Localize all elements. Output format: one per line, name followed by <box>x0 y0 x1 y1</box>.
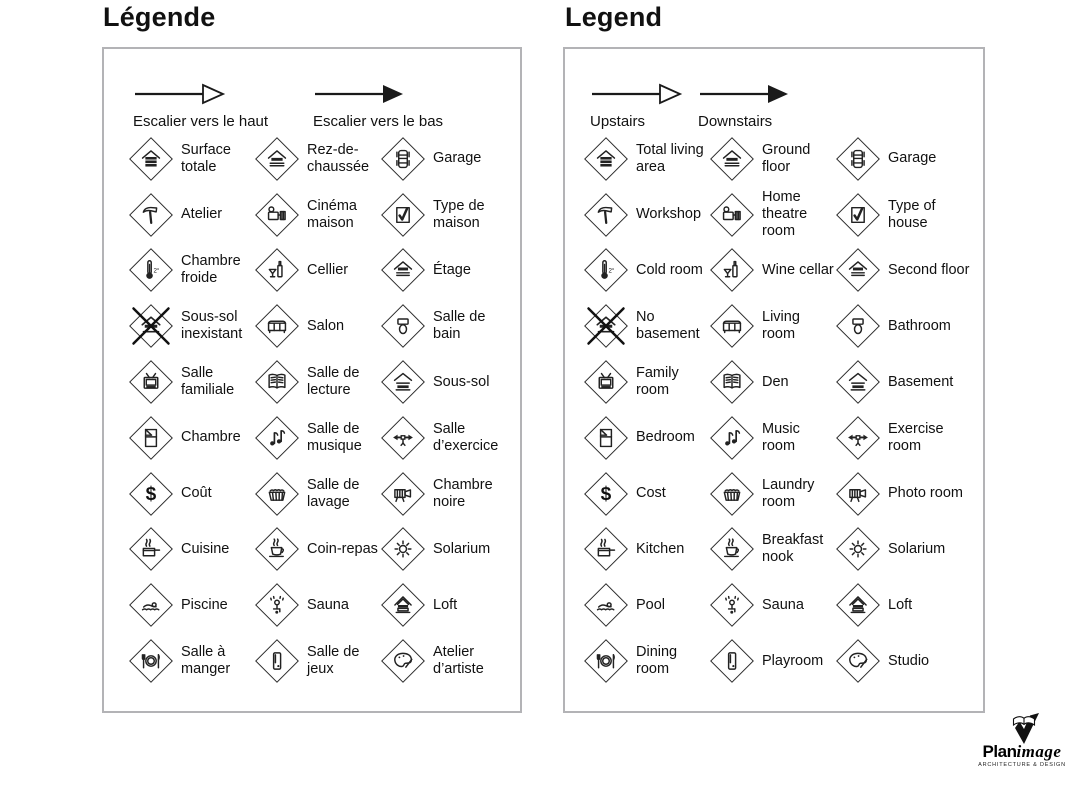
crossed-house-icon <box>583 303 629 349</box>
planimage-logo-text <box>968 742 1076 762</box>
swimmer-icon <box>128 582 174 628</box>
legend-item <box>835 243 981 299</box>
crossed-house-icon-glyph <box>581 301 631 351</box>
house-basement-icon <box>380 359 426 405</box>
legend-item-label: Type of house <box>888 197 936 231</box>
legend-item-label: Basement <box>888 373 954 390</box>
stairs-down-arrow-group <box>313 82 483 130</box>
svg-text:2°: 2° <box>608 267 615 275</box>
photo-enlarger-icon-glyph <box>845 480 872 507</box>
photo-enlarger-icon-glyph <box>390 480 417 507</box>
legend-item <box>709 466 835 522</box>
toilet-icon <box>835 303 881 349</box>
legend-item-label: Salle de lecture <box>307 365 360 399</box>
legend-panel-french <box>102 47 522 713</box>
legend-item <box>835 577 981 633</box>
car-icon <box>380 136 426 182</box>
tv-icon <box>128 359 174 405</box>
sauna-person-icon-glyph <box>719 592 746 619</box>
projector-icon-glyph <box>264 201 291 228</box>
cooking-pot-icon <box>583 526 629 572</box>
legend-item <box>128 466 254 522</box>
music-notes-icon <box>254 415 300 461</box>
legend-item-label: No basement <box>636 309 700 343</box>
legend-item-label: Salle d’exercice <box>433 420 499 454</box>
coffee-cup-icon-glyph <box>264 536 291 563</box>
place-setting-icon <box>128 638 174 684</box>
projector-icon <box>254 192 300 238</box>
tv-icon-glyph <box>593 369 620 396</box>
legend-item-label: Salle de jeux <box>307 644 360 678</box>
legend-item <box>835 298 981 354</box>
legend-item <box>709 131 835 187</box>
legend-item-label: Chambre froide <box>181 253 241 287</box>
bed-icon <box>583 415 629 461</box>
legend-item-label: Sauna <box>307 596 349 613</box>
legend-item-label: Music room <box>762 420 800 454</box>
legend-item-label: Loft <box>888 596 913 613</box>
legend-item-label: Loft <box>433 596 458 613</box>
legend-item <box>835 466 981 522</box>
sofa-icon <box>254 303 300 349</box>
french-legend-title: Légende <box>103 2 216 32</box>
bed-icon-glyph <box>138 424 165 451</box>
legend-item <box>380 577 520 633</box>
legend-item-label: Total living area <box>636 141 704 175</box>
logo-brand-bold: Plan <box>982 742 1017 761</box>
laundry-basket-icon-glyph <box>264 480 291 507</box>
sun-icon <box>835 526 881 572</box>
barbell-icon <box>380 415 426 461</box>
legend-item-label: Exercise room <box>888 420 944 454</box>
house-ground-floor-icon-glyph <box>719 145 746 172</box>
legend-item <box>709 243 835 299</box>
laundry-basket-icon-glyph <box>719 480 746 507</box>
legend-item <box>380 243 520 299</box>
legend-item <box>128 633 254 689</box>
legend-item-label: Sous-sol inexistant <box>181 309 243 343</box>
legend-item-label: Étage <box>433 261 471 278</box>
pool-table-icon-glyph <box>264 648 291 675</box>
legend-item <box>835 522 981 578</box>
legend-item-label: Cuisine <box>181 540 230 557</box>
photo-enlarger-icon <box>835 471 881 517</box>
legend-item <box>128 410 254 466</box>
legend-item <box>835 354 981 410</box>
legend-item <box>128 187 254 243</box>
english-legend-title: Legend <box>565 2 663 32</box>
bed-icon <box>128 415 174 461</box>
open-book-icon-glyph <box>719 369 746 396</box>
legend-item-label: Cost <box>636 485 666 502</box>
legend-item-label: Cinéma maison <box>307 197 357 231</box>
open-book-icon <box>254 359 300 405</box>
sun-icon-glyph <box>845 536 872 563</box>
legend-item <box>835 633 981 689</box>
crossed-house-icon-glyph <box>126 301 176 351</box>
house-ground-floor-icon <box>254 136 300 182</box>
house-layers-icon <box>128 136 174 182</box>
place-setting-icon <box>583 638 629 684</box>
legend-item-label: Coût <box>181 485 212 502</box>
coffee-cup-icon <box>254 526 300 572</box>
barbell-icon <box>835 415 881 461</box>
crossed-house-icon <box>128 303 174 349</box>
laundry-basket-icon <box>709 471 755 517</box>
sauna-person-icon <box>709 582 755 628</box>
legend-item <box>128 131 254 187</box>
legend-item <box>254 577 380 633</box>
legend-item <box>128 354 254 410</box>
sun-icon-glyph <box>390 536 417 563</box>
place-setting-icon-glyph <box>138 648 165 675</box>
legend-item-label: Bathroom <box>888 317 951 334</box>
dollar-icon-glyph <box>593 480 620 507</box>
house-basement-icon-glyph <box>845 369 872 396</box>
palette-icon-glyph <box>845 648 872 675</box>
legend-item <box>583 298 709 354</box>
legend-item-label: Garage <box>888 150 937 167</box>
open-book-icon <box>709 359 755 405</box>
legend-panel-english <box>563 47 985 713</box>
legend-item-label: Family room <box>636 365 679 399</box>
cooking-pot-icon <box>128 526 174 572</box>
toilet-icon-glyph <box>845 313 872 340</box>
legend-item-label: Chambre <box>181 429 241 446</box>
legend-item <box>709 298 835 354</box>
car-icon-glyph <box>845 145 872 172</box>
legend-item <box>709 187 835 243</box>
wine-bottle-glass-icon-glyph <box>264 257 291 284</box>
legend-item-label: Pool <box>636 596 666 613</box>
wine-bottle-glass-icon <box>254 247 300 293</box>
logo-brand-italic: image <box>1016 742 1062 761</box>
svg-text:$: $ <box>600 483 612 505</box>
thermometer-icon <box>128 247 174 293</box>
barbell-icon-glyph <box>390 424 417 451</box>
legend-item-label: Breakfast nook <box>762 532 824 566</box>
legend-item-label: Second floor <box>888 261 970 278</box>
legend-item <box>380 466 520 522</box>
legend-item-label: Living room <box>762 309 800 343</box>
dollar-icon <box>128 471 174 517</box>
arrow-label: Escalier vers le haut <box>133 113 269 130</box>
hammer-icon <box>128 192 174 238</box>
sofa-icon-glyph <box>264 313 291 340</box>
planimage-logo <box>968 710 1076 768</box>
legend-item-label: Rez-de-chaussée <box>307 141 370 175</box>
legend-item-label: Coin-repas <box>307 540 378 557</box>
legend-item <box>380 522 520 578</box>
legend-item <box>254 243 380 299</box>
house-upper-floor-icon <box>380 247 426 293</box>
legend-item <box>709 354 835 410</box>
legend-item-label: Den <box>762 373 789 390</box>
legend-item <box>583 187 709 243</box>
legend-item-label: Cold room <box>636 261 703 278</box>
planimage-logo-tagline: ARCHITECTURE & DESIGN <box>978 762 1066 768</box>
legend-item-label: Wine cellar <box>762 261 834 278</box>
legend-item-label: Workshop <box>636 206 702 223</box>
palette-icon-glyph <box>390 648 417 675</box>
legend-item <box>254 633 380 689</box>
coffee-cup-icon-glyph <box>719 536 746 563</box>
planimage-logo-mark <box>1002 710 1046 746</box>
tv-icon-glyph <box>138 369 165 396</box>
legend-item <box>380 633 520 689</box>
attic-house-icon <box>835 582 881 628</box>
music-notes-icon-glyph <box>264 424 291 451</box>
barbell-icon-glyph <box>845 424 872 451</box>
legend-item-label: Solarium <box>433 540 491 557</box>
music-notes-icon <box>709 415 755 461</box>
legend-grid <box>128 131 520 689</box>
legend-item <box>709 633 835 689</box>
legend-item-label: Studio <box>888 652 930 669</box>
arrow-label: Escalier vers le bas <box>313 113 444 130</box>
legend-item-label: Salle de bain <box>433 309 486 343</box>
house-upper-floor-icon <box>835 247 881 293</box>
photo-enlarger-icon <box>380 471 426 517</box>
thermometer-icon-glyph <box>593 257 620 284</box>
projector-icon <box>709 192 755 238</box>
place-setting-icon-glyph <box>593 648 620 675</box>
legend-item-label: Photo room <box>888 485 963 502</box>
dollar-icon-glyph <box>138 480 165 507</box>
legend-item-label: Salon <box>307 317 345 334</box>
swimmer-icon-glyph <box>593 592 620 619</box>
toilet-icon <box>380 303 426 349</box>
legend-item <box>583 131 709 187</box>
sauna-person-icon <box>254 582 300 628</box>
sofa-icon <box>709 303 755 349</box>
legend-item-label: Salle de lavage <box>307 476 360 510</box>
wine-bottle-glass-icon <box>709 247 755 293</box>
legend-item-label: Piscine <box>181 596 228 613</box>
attic-house-icon <box>380 582 426 628</box>
legend-item-label: Bedroom <box>636 429 695 446</box>
legend-item <box>583 354 709 410</box>
pool-table-icon-glyph <box>719 648 746 675</box>
legend-item <box>128 243 254 299</box>
palette-icon <box>380 638 426 684</box>
legend-item <box>254 410 380 466</box>
cooking-pot-icon-glyph <box>138 536 165 563</box>
legend-item <box>583 243 709 299</box>
swimmer-icon <box>583 582 629 628</box>
attic-house-icon-glyph <box>390 592 417 619</box>
house-upper-floor-icon-glyph <box>390 257 417 284</box>
attic-house-icon-glyph <box>845 592 872 619</box>
legend-item <box>254 131 380 187</box>
stairs-up-arrow-icon <box>590 82 685 112</box>
cooking-pot-icon-glyph <box>593 536 620 563</box>
svg-text:2°: 2° <box>153 267 160 275</box>
legend-item-label: Type de maison <box>433 197 485 231</box>
car-icon-glyph <box>390 145 417 172</box>
house-layers-icon <box>583 136 629 182</box>
laundry-basket-icon <box>254 471 300 517</box>
legend-item <box>254 522 380 578</box>
arrow-label: Upstairs <box>590 113 646 130</box>
legend-item <box>254 466 380 522</box>
legend-item-label: Atelier <box>181 206 223 223</box>
stairs-down-arrow-icon <box>698 82 793 112</box>
stairs-up-arrow-group <box>133 82 303 130</box>
svg-text:$: $ <box>145 483 157 505</box>
legend-item <box>380 298 520 354</box>
open-book-icon-glyph <box>264 369 291 396</box>
swimmer-icon-glyph <box>138 592 165 619</box>
bed-icon-glyph <box>593 424 620 451</box>
house-upper-floor-icon-glyph <box>845 257 872 284</box>
legend-item <box>380 354 520 410</box>
legend-item <box>835 410 981 466</box>
tv-icon <box>583 359 629 405</box>
toilet-icon-glyph <box>390 313 417 340</box>
hammer-icon-glyph <box>138 201 165 228</box>
pool-table-icon <box>254 638 300 684</box>
palette-icon <box>835 638 881 684</box>
legend-item <box>380 187 520 243</box>
sun-icon <box>380 526 426 572</box>
legend-item-label: Garage <box>433 150 482 167</box>
hammer-icon <box>583 192 629 238</box>
stairs-up-arrow-icon <box>133 82 228 112</box>
legend-item-label: Solarium <box>888 540 946 557</box>
pool-table-icon <box>709 638 755 684</box>
legend-item-label: Dining room <box>636 644 678 678</box>
projector-icon-glyph <box>719 201 746 228</box>
checkmark-sheet-icon <box>835 192 881 238</box>
legend-grid <box>583 131 981 689</box>
house-ground-floor-icon <box>709 136 755 182</box>
checkmark-sheet-icon-glyph <box>390 201 417 228</box>
legend-item <box>254 187 380 243</box>
legend-item <box>835 131 981 187</box>
legend-item <box>128 522 254 578</box>
house-layers-icon-glyph <box>593 145 620 172</box>
legend-item <box>709 577 835 633</box>
sofa-icon-glyph <box>719 313 746 340</box>
legend-item-label: Sauna <box>762 596 804 613</box>
legend-item <box>709 410 835 466</box>
legend-item <box>835 187 981 243</box>
legend-item <box>709 522 835 578</box>
hammer-icon-glyph <box>593 201 620 228</box>
legend-item <box>583 466 709 522</box>
legend-item <box>380 131 520 187</box>
sauna-person-icon-glyph <box>264 592 291 619</box>
dollar-icon <box>583 471 629 517</box>
legend-item <box>128 577 254 633</box>
legend-item-label: Salle de musique <box>307 420 362 454</box>
stairs-down-arrow-icon <box>313 82 408 112</box>
legend-item-label: Salle familiale <box>181 365 235 399</box>
legend-item-label: Surface totale <box>181 141 231 175</box>
legend-item <box>583 522 709 578</box>
checkmark-sheet-icon <box>380 192 426 238</box>
legend-item <box>254 298 380 354</box>
legend-item <box>583 633 709 689</box>
legend-item-label: Salle à manger <box>181 644 231 678</box>
legend-item <box>583 410 709 466</box>
legend-item <box>254 354 380 410</box>
legend-item-label: Kitchen <box>636 540 685 557</box>
legend-item <box>128 298 254 354</box>
legend-item-label: Atelier d’artiste <box>433 644 484 678</box>
legend-item-label: Playroom <box>762 652 824 669</box>
legend-item-label: Laundry room <box>762 476 815 510</box>
legend-item-label: Sous-sol <box>433 373 490 390</box>
wine-bottle-glass-icon-glyph <box>719 257 746 284</box>
house-basement-icon-glyph <box>390 369 417 396</box>
coffee-cup-icon <box>709 526 755 572</box>
legend-item-label: Cellier <box>307 261 349 278</box>
music-notes-icon-glyph <box>719 424 746 451</box>
legend-item-label: Chambre noire <box>433 476 493 510</box>
arrow-label: Downstairs <box>698 113 773 130</box>
thermometer-icon <box>583 247 629 293</box>
thermometer-icon-glyph <box>138 257 165 284</box>
house-basement-icon <box>835 359 881 405</box>
car-icon <box>835 136 881 182</box>
legend-item <box>583 577 709 633</box>
house-layers-icon-glyph <box>138 145 165 172</box>
stairs-down-arrow-group <box>698 82 868 130</box>
legend-item-label: Ground floor <box>762 141 811 175</box>
legend-item-label: Home theatre room <box>762 189 808 240</box>
legend-item <box>380 410 520 466</box>
house-ground-floor-icon-glyph <box>264 145 291 172</box>
checkmark-sheet-icon-glyph <box>845 201 872 228</box>
